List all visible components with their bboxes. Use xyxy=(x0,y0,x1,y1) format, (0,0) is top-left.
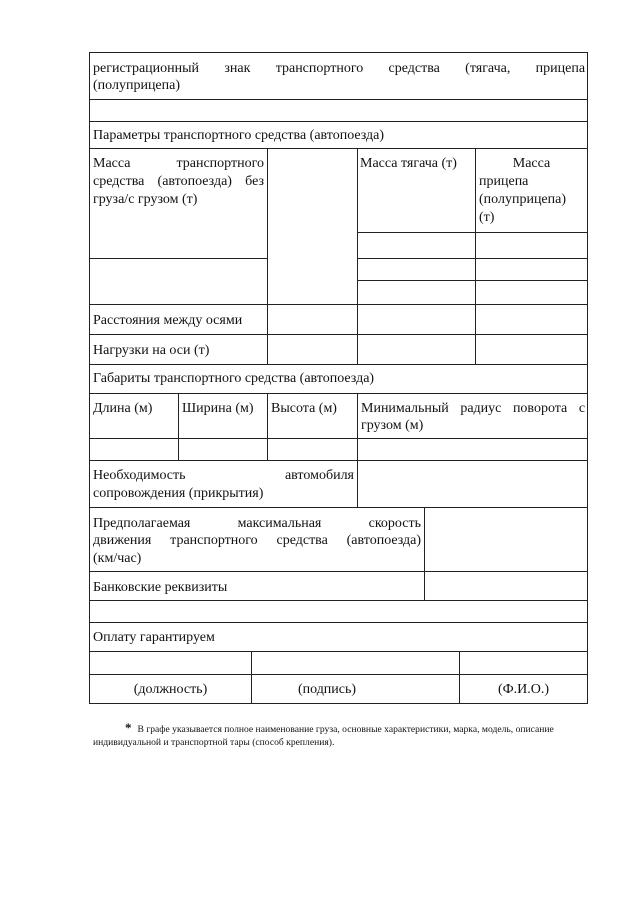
width-label: Ширина (м) xyxy=(182,401,254,416)
col-divider xyxy=(475,148,476,364)
footnote-marker: * xyxy=(125,720,132,735)
position-caption: (должность) xyxy=(133,682,208,697)
tractor-mass-label: Масса тягача (т) xyxy=(360,156,457,171)
mass-label-line1: Масса транспортного xyxy=(93,156,264,171)
col-divider xyxy=(424,507,425,600)
axle-load-label: Нагрузки на оси (т) xyxy=(93,343,210,358)
turn-radius-label-line2: грузом (м) xyxy=(361,418,424,433)
cell-divider xyxy=(89,258,267,259)
mass-label-line2: средства (автопоезда) без xyxy=(93,174,265,189)
col-divider xyxy=(357,393,358,507)
row-divider xyxy=(89,507,588,508)
trailer-mass-label-line2: прицепа xyxy=(479,174,529,189)
payment-guarantee-label: Оплату гарантируем xyxy=(93,630,215,645)
axle-distance-label: Расстояния между осями xyxy=(93,313,243,328)
row-divider xyxy=(89,600,588,601)
mass-label-line3: груза/с грузом (т) xyxy=(93,192,198,207)
footnote-line1: * В графе указывается полное наименование груза, основные характеристики, марка, модель, описание xyxy=(125,720,554,735)
cell-divider xyxy=(357,280,588,281)
turn-radius-label-line1: Минимальный радиус поворота с xyxy=(361,401,586,416)
trailer-mass-label-line4: (т) xyxy=(479,210,495,225)
escort-label-line1: Необходимость автомобиля xyxy=(93,468,354,483)
row-divider xyxy=(89,460,588,461)
height-label: Высота (м) xyxy=(271,401,337,416)
length-label: Длина (м) xyxy=(93,401,153,416)
row-divider xyxy=(89,148,588,149)
vehicle-params-title: Параметры транспортного средства (автопоезда) xyxy=(93,128,385,143)
row-divider xyxy=(89,571,588,572)
row-divider xyxy=(89,99,588,100)
col-divider xyxy=(267,393,268,460)
row-divider xyxy=(89,438,588,439)
speed-label-line2: движения транспортного средства (автопоезда) xyxy=(93,533,422,548)
bank-details-label: Банковские реквизиты xyxy=(93,580,228,595)
row-divider xyxy=(89,364,588,365)
dimensions-title: Габариты транспортного средства (автопоезда) xyxy=(93,371,375,386)
name-caption: (Ф.И.О.) xyxy=(497,682,550,697)
col-divider xyxy=(267,148,268,364)
col-divider xyxy=(357,148,358,364)
row-divider xyxy=(89,304,588,305)
row-divider xyxy=(89,622,588,623)
row-divider xyxy=(89,393,588,394)
row-divider xyxy=(89,651,588,652)
cell-divider xyxy=(357,258,588,259)
row-divider xyxy=(89,674,588,675)
col-divider xyxy=(178,393,179,460)
escort-label-line2: сопровождения (прикрытия) xyxy=(93,486,264,501)
cell-divider xyxy=(357,232,588,233)
signature-caption: (подпись) xyxy=(297,682,357,697)
trailer-mass-label-line1: Масса xyxy=(512,156,551,171)
row-divider xyxy=(89,334,588,335)
speed-label-line3: (км/час) xyxy=(93,551,142,566)
footnote-line2: индивидуальной и транспортной тары (способ крепления). xyxy=(93,737,335,748)
registration-label-line2: (полуприцепа) xyxy=(93,78,181,93)
trailer-mass-label-line3: (полуприцепа) xyxy=(479,192,567,207)
row-divider xyxy=(89,121,588,122)
speed-label-line1: Предполагаемая максимальная скорость xyxy=(93,516,421,531)
registration-label-line1: регистрационный знак транспортного средства (тягача, прицепа xyxy=(93,61,586,76)
